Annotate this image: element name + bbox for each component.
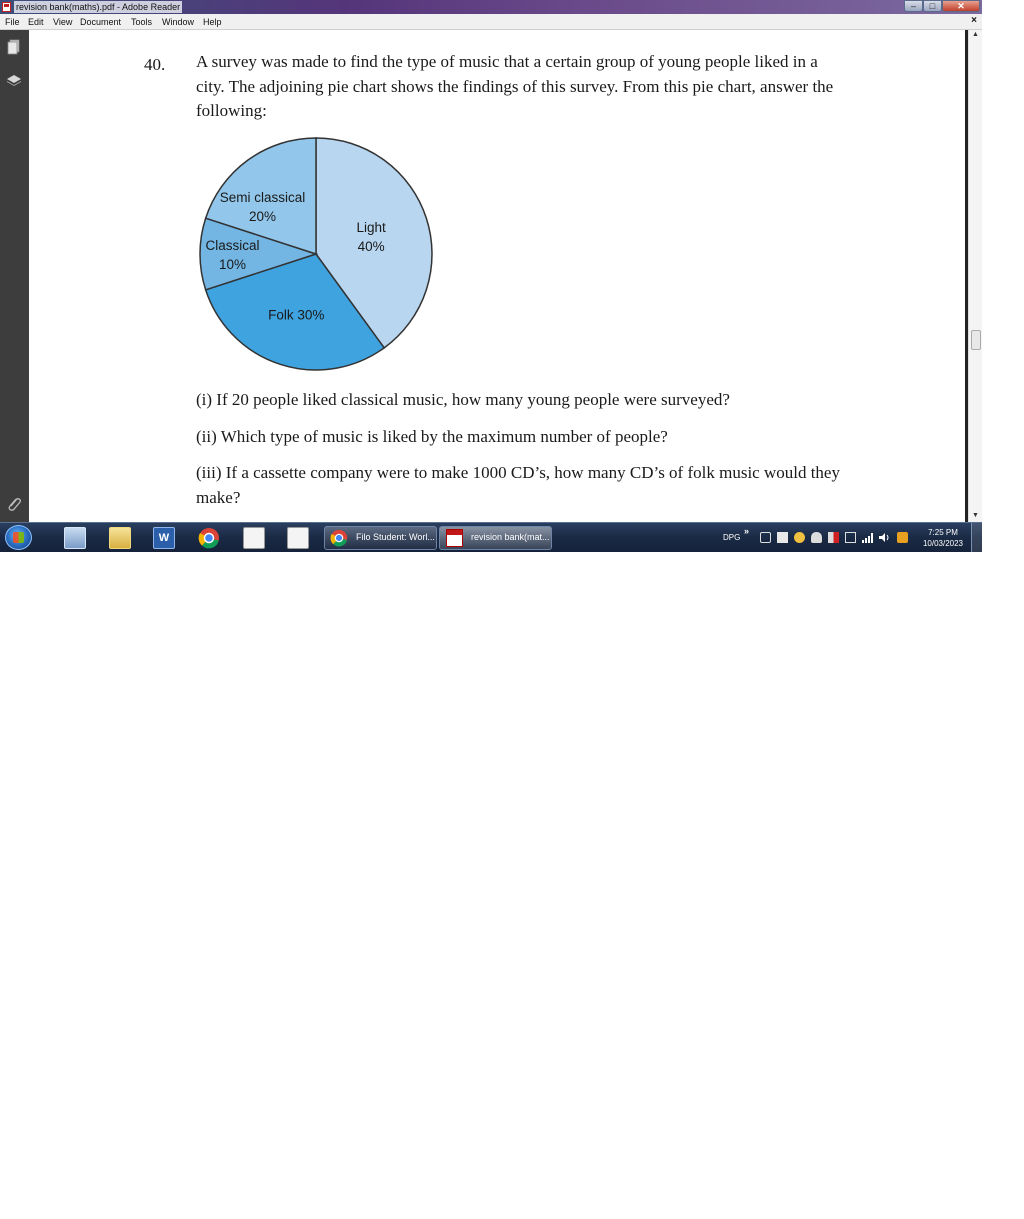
word-icon[interactable]: W [153,527,175,549]
show-hidden-icons-button[interactable]: » [744,526,750,536]
close-button[interactable]: ✕ [942,0,980,12]
menu-tools[interactable]: Tools [131,17,153,27]
signal-icon[interactable] [862,532,873,543]
pie-label-classical-name: Classical [205,238,260,253]
scroll-down-arrow-icon[interactable]: ▼ [972,512,979,519]
screen [0,0,982,552]
task-label: revision bank(mat... [471,532,550,542]
subquestion-3: (iii) If a cassette company were to make 1000 CD’s, how many CD’s of folk music would they make? [196,463,840,507]
adobe-reader-icon[interactable] [2,2,11,12]
menu-document[interactable]: Document [80,17,122,27]
menu-edit[interactable]: Edit [28,17,44,27]
question-text: A survey was made to find the type of music that a certain group of young people liked in a city. The adjoining pie chart shows the findings of this survey. From this pie chart, answer the following: [196,52,834,120]
pdf-icon [446,529,463,547]
pie-label-semi-classical-value: 20% [249,208,277,224]
scroll-up-arrow-icon[interactable]: ▲ [972,31,979,38]
attachment-icon[interactable] [6,496,22,512]
pie-label-light-value: 40% [357,239,385,255]
tray-warning-icon[interactable] [897,532,908,543]
notepad-icon[interactable] [64,527,86,549]
tray-app-icon[interactable] [760,532,771,543]
tray-app-icon[interactable] [794,532,805,543]
taskbar-task-chrome[interactable] [324,526,437,550]
document-icon[interactable] [243,527,265,549]
pages-icon[interactable] [6,39,22,55]
pie-label-classical-value: 10% [218,257,246,272]
navigation-panel [0,30,29,522]
language-indicator[interactable]: DPG [723,533,741,542]
menu-file[interactable]: File [5,17,20,27]
close-document-button[interactable]: × [971,15,977,26]
cloud-icon[interactable] [811,532,822,543]
chrome-icon[interactable] [198,527,220,549]
menu-bar [0,14,982,30]
subquestion-1: (i) If 20 people liked classical music, how many young people were surveyed? [196,390,730,409]
window-controls [904,0,980,13]
pie-label-semi-classical-name: Semi classical [219,189,306,205]
tray-document-icon[interactable] [777,532,788,543]
chrome-icon [330,529,348,547]
clock-date[interactable]: 10/03/2023 [922,539,964,548]
task-label: Filo Student: Worl... [356,532,435,542]
tray-flag-icon[interactable] [828,532,839,543]
taskbar-task-adobe-reader[interactable] [439,526,552,550]
vertical-scrollbar[interactable] [968,30,982,522]
file-explorer-icon[interactable] [109,527,131,549]
layers-icon[interactable] [6,72,22,88]
start-button[interactable] [5,525,32,550]
question-number: 40. [144,55,166,74]
pie-label-light-name: Light [356,220,386,236]
show-desktop-button[interactable] [971,523,982,552]
maximize-button[interactable]: □ [923,0,942,12]
subquestion-2: (ii) Which type of music is liked by the maximum number of people? [196,427,668,446]
title-bar [0,0,982,14]
window-title: revision bank(maths).pdf - Adobe Reader [16,2,181,12]
taskbar [0,522,982,552]
menu-help[interactable]: Help [203,17,222,27]
menu-window[interactable]: Window [162,17,195,27]
music-pie-chart [190,128,442,380]
menu-view[interactable]: View [53,17,73,27]
scrollbar-thumb[interactable] [971,330,981,350]
pie-label-folk-value: Folk 30% [268,307,325,323]
power-icon[interactable] [845,532,856,543]
volume-icon[interactable] [879,532,890,543]
clock-time[interactable]: 7:25 PM [928,528,958,537]
document-icon[interactable] [287,527,309,549]
minimize-button[interactable]: – [904,0,923,12]
